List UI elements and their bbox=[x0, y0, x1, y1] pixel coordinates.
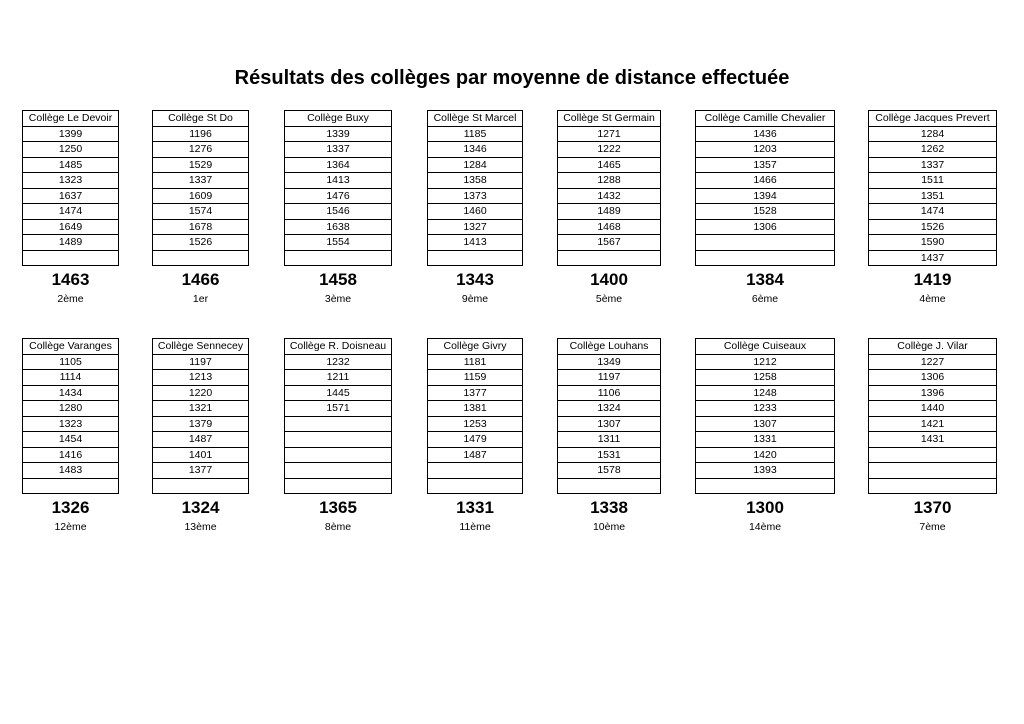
college-name: Collège Le Devoir bbox=[23, 111, 119, 127]
distance-cell: 1609 bbox=[153, 188, 249, 204]
distance-cell: 1196 bbox=[153, 126, 249, 142]
distance-cell: 1327 bbox=[428, 219, 523, 235]
distance-cell: 1487 bbox=[153, 432, 249, 448]
distance-cell: 1476 bbox=[285, 188, 392, 204]
distance-cell: 1526 bbox=[869, 219, 997, 235]
college-block bbox=[557, 338, 661, 533]
distance-cell: 1489 bbox=[23, 235, 119, 251]
distance-cell: 1440 bbox=[869, 401, 997, 417]
college-name: Collège Jacques Prevert bbox=[869, 111, 997, 127]
college-table bbox=[868, 338, 997, 494]
distance-cell bbox=[153, 250, 249, 266]
rank-label: 1er bbox=[192, 293, 209, 305]
distance-cell: 1232 bbox=[285, 354, 392, 370]
average-distance: 1365 bbox=[319, 498, 357, 517]
college-block bbox=[427, 338, 523, 533]
college-table bbox=[427, 338, 523, 494]
distance-cell: 1638 bbox=[285, 219, 392, 235]
distance-cell: 1373 bbox=[428, 188, 523, 204]
distance-cell bbox=[285, 447, 392, 463]
rank-label: 13ème bbox=[184, 521, 217, 533]
distance-cell: 1401 bbox=[153, 447, 249, 463]
distance-cell: 1307 bbox=[558, 416, 661, 432]
college-block bbox=[22, 338, 119, 533]
distance-cell bbox=[869, 463, 997, 479]
distance-cell: 1250 bbox=[23, 142, 119, 158]
distance-cell: 1337 bbox=[153, 173, 249, 189]
distance-cell: 1280 bbox=[23, 401, 119, 417]
distance-cell: 1358 bbox=[428, 173, 523, 189]
distance-cell: 1529 bbox=[153, 157, 249, 173]
average-distance: 1458 bbox=[319, 270, 357, 289]
college-table bbox=[695, 110, 835, 266]
college-block bbox=[427, 110, 523, 305]
distance-cell: 1413 bbox=[285, 173, 392, 189]
distance-cell: 1211 bbox=[285, 370, 392, 386]
rank-label: 12ème bbox=[54, 521, 87, 533]
distance-cell: 1394 bbox=[696, 188, 835, 204]
college-name: Collège Givry bbox=[428, 339, 523, 355]
distance-cell: 1324 bbox=[558, 401, 661, 417]
distance-cell: 1311 bbox=[558, 432, 661, 448]
distance-cell: 1185 bbox=[428, 126, 523, 142]
distance-cell: 1460 bbox=[428, 204, 523, 220]
distance-cell bbox=[558, 250, 661, 266]
distance-cell bbox=[285, 250, 392, 266]
distance-cell: 1212 bbox=[696, 354, 835, 370]
distance-cell: 1413 bbox=[428, 235, 523, 251]
average-distance: 1343 bbox=[456, 270, 494, 289]
distance-cell bbox=[428, 250, 523, 266]
distance-cell: 1323 bbox=[23, 416, 119, 432]
distance-cell: 1331 bbox=[696, 432, 835, 448]
distance-cell: 1306 bbox=[869, 370, 997, 386]
distance-cell bbox=[869, 447, 997, 463]
distance-cell: 1399 bbox=[23, 126, 119, 142]
college-name: Collège Sennecey bbox=[153, 339, 249, 355]
distance-cell bbox=[285, 463, 392, 479]
distance-cell: 1323 bbox=[23, 173, 119, 189]
average-distance: 1384 bbox=[746, 270, 784, 289]
distance-cell: 1434 bbox=[23, 385, 119, 401]
distance-cell: 1288 bbox=[558, 173, 661, 189]
distance-cell: 1306 bbox=[696, 219, 835, 235]
distance-cell: 1181 bbox=[428, 354, 523, 370]
distance-cell: 1479 bbox=[428, 432, 523, 448]
average-distance: 1400 bbox=[590, 270, 628, 289]
college-block bbox=[284, 338, 392, 533]
distance-cell bbox=[285, 432, 392, 448]
distance-cell: 1379 bbox=[153, 416, 249, 432]
rank-label: 9ème bbox=[461, 293, 489, 305]
average-distance: 1324 bbox=[181, 498, 220, 517]
distance-cell: 1106 bbox=[558, 385, 661, 401]
distance-cell: 1381 bbox=[428, 401, 523, 417]
distance-cell: 1220 bbox=[153, 385, 249, 401]
college-name: Collège Camille Chevalier bbox=[696, 111, 835, 127]
distance-cell: 1364 bbox=[285, 157, 392, 173]
distance-cell: 1468 bbox=[558, 219, 661, 235]
distance-cell: 1284 bbox=[428, 157, 523, 173]
distance-cell: 1483 bbox=[23, 463, 119, 479]
distance-cell: 1571 bbox=[285, 401, 392, 417]
college-table bbox=[22, 110, 119, 266]
distance-cell: 1420 bbox=[696, 447, 835, 463]
distance-cell: 1649 bbox=[23, 219, 119, 235]
college-name: Collège Cuiseaux bbox=[696, 339, 835, 355]
average-distance: 1338 bbox=[590, 498, 628, 517]
distance-cell: 1377 bbox=[428, 385, 523, 401]
distance-cell bbox=[869, 478, 997, 494]
college-table bbox=[152, 338, 249, 494]
rank-label: 2ème bbox=[57, 293, 84, 305]
distance-cell: 1465 bbox=[558, 157, 661, 173]
distance-cell: 1528 bbox=[696, 204, 835, 220]
distance-cell: 1546 bbox=[285, 204, 392, 220]
college-block bbox=[152, 338, 249, 533]
average-distance: 1331 bbox=[456, 498, 494, 517]
distance-cell: 1454 bbox=[23, 432, 119, 448]
college-block bbox=[557, 110, 661, 305]
distance-cell: 1284 bbox=[869, 126, 997, 142]
college-table bbox=[695, 338, 835, 494]
rank-label: 11ème bbox=[459, 521, 491, 533]
distance-cell bbox=[558, 478, 661, 494]
distance-cell: 1487 bbox=[428, 447, 523, 463]
distance-cell: 1351 bbox=[869, 188, 997, 204]
distance-cell: 1574 bbox=[153, 204, 249, 220]
distance-cell: 1197 bbox=[558, 370, 661, 386]
college-name: Collège J. Vilar bbox=[869, 339, 997, 355]
distance-cell: 1321 bbox=[153, 401, 249, 417]
college-block bbox=[695, 110, 835, 305]
distance-cell: 1197 bbox=[153, 354, 249, 370]
college-table bbox=[152, 110, 249, 266]
distance-cell: 1307 bbox=[696, 416, 835, 432]
rank-label: 10ème bbox=[592, 521, 626, 533]
distance-cell: 1258 bbox=[696, 370, 835, 386]
college-name: Collège Buxy bbox=[285, 111, 392, 127]
distance-cell: 1222 bbox=[558, 142, 661, 158]
distance-cell bbox=[696, 250, 835, 266]
page-title: Résultats des collèges par moyenne de distance effectuée bbox=[234, 67, 790, 89]
distance-cell: 1678 bbox=[153, 219, 249, 235]
distance-cell: 1474 bbox=[869, 204, 997, 220]
distance-cell: 1248 bbox=[696, 385, 835, 401]
distance-cell: 1105 bbox=[23, 354, 119, 370]
distance-cell: 1393 bbox=[696, 463, 835, 479]
college-name: Collège Louhans bbox=[558, 339, 661, 355]
distance-cell: 1445 bbox=[285, 385, 392, 401]
rank-label: 5ème bbox=[595, 293, 623, 305]
college-name: Collège St Marcel bbox=[428, 111, 523, 127]
college-table bbox=[868, 110, 997, 266]
distance-cell bbox=[428, 463, 523, 479]
distance-cell: 1526 bbox=[153, 235, 249, 251]
distance-cell: 1421 bbox=[869, 416, 997, 432]
distance-cell: 1271 bbox=[558, 126, 661, 142]
distance-cell bbox=[428, 478, 523, 494]
distance-cell: 1337 bbox=[869, 157, 997, 173]
college-block bbox=[868, 338, 997, 533]
distance-cell: 1466 bbox=[696, 173, 835, 189]
college-name: Collège St Germain bbox=[558, 111, 661, 127]
distance-cell: 1431 bbox=[869, 432, 997, 448]
distance-cell: 1531 bbox=[558, 447, 661, 463]
college-name: Collège R. Doisneau bbox=[285, 339, 392, 355]
college-name: Collège St Do bbox=[153, 111, 249, 127]
distance-cell bbox=[285, 478, 392, 494]
distance-cell: 1346 bbox=[428, 142, 523, 158]
college-block bbox=[152, 110, 249, 305]
distance-cell: 1485 bbox=[23, 157, 119, 173]
average-distance: 1370 bbox=[913, 498, 952, 517]
distance-cell bbox=[153, 478, 249, 494]
distance-cell: 1203 bbox=[696, 142, 835, 158]
distance-cell: 1227 bbox=[869, 354, 997, 370]
distance-cell: 1578 bbox=[558, 463, 661, 479]
rank-label: 6ème bbox=[751, 293, 779, 305]
distance-cell: 1436 bbox=[696, 126, 835, 142]
distance-cell: 1114 bbox=[23, 370, 119, 386]
rank-label: 7ème bbox=[919, 521, 946, 533]
average-distance: 1463 bbox=[51, 270, 90, 289]
college-table bbox=[557, 110, 661, 266]
distance-cell: 1637 bbox=[23, 188, 119, 204]
average-distance: 1326 bbox=[51, 498, 90, 517]
average-distance: 1466 bbox=[181, 270, 220, 289]
college-table bbox=[284, 338, 392, 494]
distance-cell: 1590 bbox=[869, 235, 997, 251]
distance-cell: 1567 bbox=[558, 235, 661, 251]
distance-cell: 1357 bbox=[696, 157, 835, 173]
college-table bbox=[427, 110, 523, 266]
college-table bbox=[22, 338, 119, 494]
distance-cell bbox=[696, 478, 835, 494]
average-distance: 1419 bbox=[913, 270, 952, 289]
distance-cell: 1489 bbox=[558, 204, 661, 220]
college-table bbox=[284, 110, 392, 266]
distance-cell: 1416 bbox=[23, 447, 119, 463]
distance-cell: 1262 bbox=[869, 142, 997, 158]
rank-label: 8ème bbox=[324, 521, 352, 533]
distance-cell: 1253 bbox=[428, 416, 523, 432]
distance-cell: 1339 bbox=[285, 126, 392, 142]
college-block bbox=[22, 110, 119, 305]
rank-label: 3ème bbox=[324, 293, 352, 305]
distance-cell: 1377 bbox=[153, 463, 249, 479]
college-name: Collège Varanges bbox=[23, 339, 119, 355]
distance-cell bbox=[23, 478, 119, 494]
college-block bbox=[868, 110, 997, 305]
distance-cell: 1233 bbox=[696, 401, 835, 417]
distance-cell: 1337 bbox=[285, 142, 392, 158]
rank-label: 14ème bbox=[748, 521, 782, 533]
distance-cell: 1474 bbox=[23, 204, 119, 220]
distance-cell: 1213 bbox=[153, 370, 249, 386]
distance-cell: 1396 bbox=[869, 385, 997, 401]
distance-cell: 1159 bbox=[428, 370, 523, 386]
rank-label: 4ème bbox=[919, 293, 946, 305]
distance-cell: 1432 bbox=[558, 188, 661, 204]
college-table bbox=[557, 338, 661, 494]
distance-cell bbox=[285, 416, 392, 432]
college-block bbox=[284, 110, 392, 305]
distance-cell: 1437 bbox=[869, 250, 997, 266]
distance-cell: 1554 bbox=[285, 235, 392, 251]
distance-cell bbox=[696, 235, 835, 251]
distance-cell bbox=[23, 250, 119, 266]
distance-cell: 1349 bbox=[558, 354, 661, 370]
average-distance: 1300 bbox=[746, 498, 784, 517]
distance-cell: 1276 bbox=[153, 142, 249, 158]
distance-cell: 1511 bbox=[869, 173, 997, 189]
college-block bbox=[695, 338, 835, 533]
